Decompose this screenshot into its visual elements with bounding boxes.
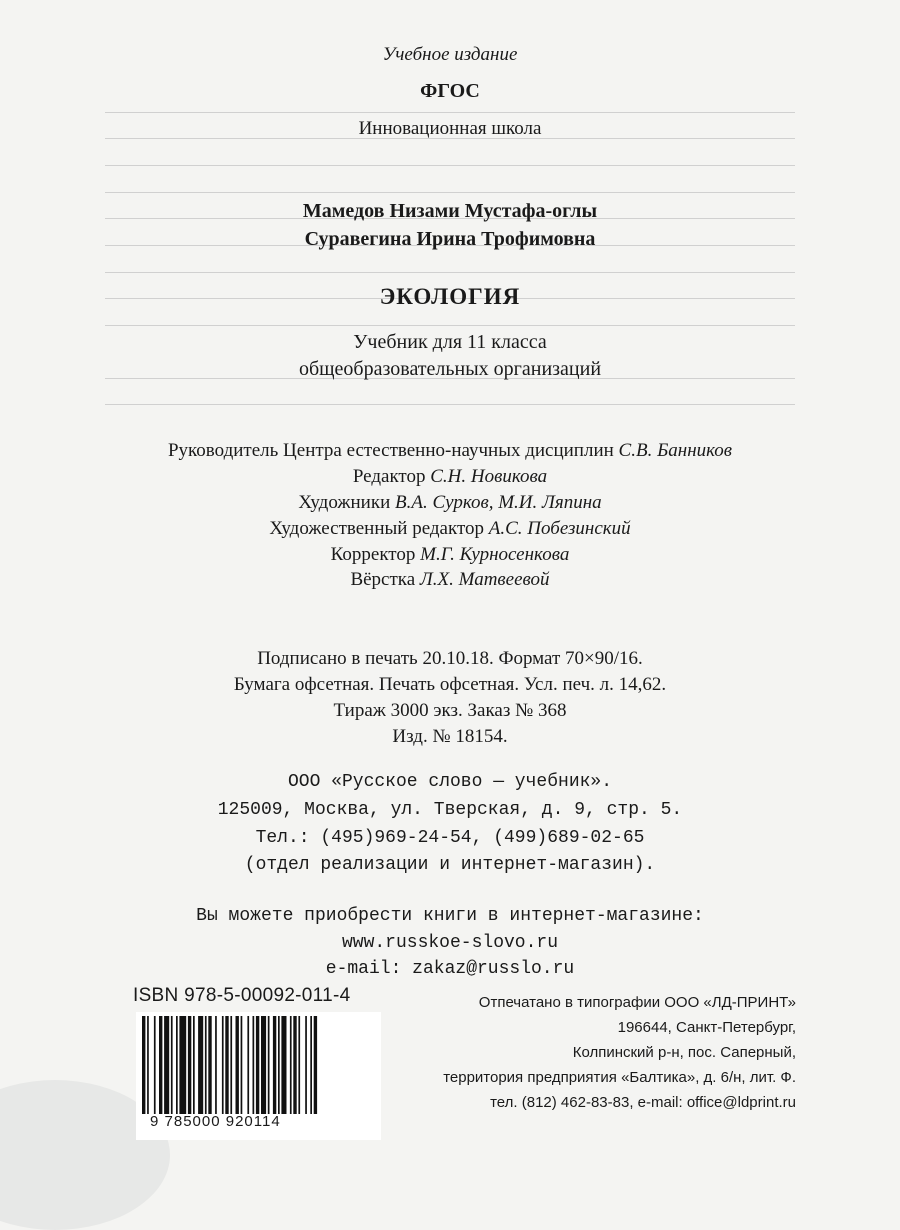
credit-line bbox=[0, 492, 900, 514]
barcode-bar bbox=[305, 1016, 307, 1114]
shop-line: Вы можете приобрести книги в интернет-магазине: bbox=[196, 906, 704, 926]
publisher-line: ООО «Русское слово — учебник». bbox=[287, 772, 613, 792]
barcode-bar bbox=[225, 1016, 228, 1114]
credit-person: С.В. Банников bbox=[618, 440, 733, 461]
barcode-bar bbox=[310, 1016, 312, 1114]
credit-person: М.Г. Курносенкова bbox=[420, 544, 570, 565]
barcode-bar bbox=[222, 1016, 224, 1114]
barcode-bar bbox=[142, 1016, 145, 1114]
credit-person: В.А. Сурков, М.И. Ляпина bbox=[395, 492, 602, 513]
shop-url: www.russkoe-slovo.ru bbox=[341, 933, 559, 953]
printer-line: территория предприятия «Балтика», д. 6/н, лит. Ф. bbox=[443, 1069, 796, 1086]
barcode-bar bbox=[256, 1016, 259, 1114]
credit-person: А.С. Побезинский bbox=[488, 518, 631, 539]
barcode-bar bbox=[154, 1016, 156, 1114]
author-2: Суравегина Ирина Трофимовна bbox=[304, 228, 596, 250]
publisher-line: Тел.: (495)969-24-54, (499)689-02-65 bbox=[255, 828, 645, 848]
print-info-line: Бумага офсетная. Печать офсетная. Усл. печ. л. 14,62. bbox=[233, 674, 667, 695]
series-name: Инновационная школа bbox=[358, 118, 542, 139]
barcode-bar bbox=[293, 1016, 296, 1114]
printer-line: Колпинский р-н, пос. Саперный, bbox=[572, 1044, 796, 1061]
print-info-line: Тираж 3000 экз. Заказ № 368 bbox=[333, 700, 567, 721]
barcode-bar bbox=[179, 1016, 186, 1114]
credit-line bbox=[0, 569, 900, 591]
barcode-bar bbox=[281, 1016, 286, 1114]
barcode-bar bbox=[236, 1016, 239, 1114]
barcode-bar bbox=[314, 1016, 317, 1114]
book-subtitle-1: Учебник для 11 класса bbox=[353, 331, 547, 353]
barcode-bar bbox=[164, 1016, 169, 1114]
book-subtitle-2: общеобразовательных организаций bbox=[298, 358, 602, 380]
barcode-bar bbox=[205, 1016, 207, 1114]
credit-line bbox=[0, 466, 900, 488]
barcode-bar bbox=[188, 1016, 191, 1114]
barcode-bar bbox=[171, 1016, 173, 1114]
shop-email: e-mail: zakaz@russlo.ru bbox=[325, 959, 575, 979]
credit-role: Вёрстка bbox=[350, 569, 416, 590]
book-title: ЭКОЛОГИЯ bbox=[379, 284, 521, 309]
barcode-bar bbox=[198, 1016, 203, 1114]
credit-line bbox=[0, 440, 900, 462]
print-info-line: Подписано в печать 20.10.18. Формат 70×90/16. bbox=[257, 648, 643, 669]
barcode-bar bbox=[278, 1016, 280, 1114]
print-info-line: Изд. № 18154. bbox=[392, 726, 508, 747]
publisher-line: (отдел реализации и интернет-магазин). bbox=[244, 855, 656, 875]
series-note: Учебное издание bbox=[382, 44, 518, 65]
barcode-bar bbox=[159, 1016, 162, 1114]
barcode-bar bbox=[215, 1016, 217, 1114]
isbn-number: ISBN 978-5-00092-011-4 bbox=[133, 985, 351, 1006]
standard-label: ФГОС bbox=[420, 80, 480, 102]
barcode-bars bbox=[136, 1012, 381, 1116]
barcode-bar bbox=[247, 1016, 249, 1114]
barcode-digits: 9 785000 920114 bbox=[150, 1113, 281, 1130]
credit-line bbox=[0, 544, 900, 566]
credit-role: Корректор bbox=[330, 544, 416, 565]
credit-role: Руководитель Центра естественно-научных дисциплин bbox=[167, 440, 614, 461]
barcode-bar bbox=[273, 1016, 276, 1114]
publisher-line: 125009, Москва, ул. Тверская, д. 9, стр. 5. bbox=[217, 800, 683, 820]
barcode-bar bbox=[261, 1016, 266, 1114]
barcode-bar bbox=[268, 1016, 270, 1114]
credit-role: Художники bbox=[298, 492, 391, 513]
barcode-bar bbox=[147, 1016, 149, 1114]
barcode-bar bbox=[290, 1016, 292, 1114]
printer-line: 196644, Санкт-Петербург, bbox=[617, 1019, 796, 1036]
barcode-bar bbox=[193, 1016, 195, 1114]
barcode-bar bbox=[208, 1016, 211, 1114]
credit-person: С.Н. Новикова bbox=[430, 466, 548, 487]
author-1: Мамедов Низами Мустафа-оглы bbox=[302, 200, 598, 222]
printer-line: Отпечатано в типографии ООО «ЛД-ПРИНТ» bbox=[478, 994, 796, 1011]
barcode-bar bbox=[241, 1016, 243, 1114]
credit-role: Художественный редактор bbox=[269, 518, 485, 539]
credit-person: Л.Х. Матвеевой bbox=[419, 569, 550, 590]
printer-line: тел. (812) 462-83-83, e-mail: office@ldprint.ru bbox=[490, 1094, 796, 1111]
credit-role: Редактор bbox=[352, 466, 426, 487]
barcode-bar bbox=[298, 1016, 300, 1114]
barcode-bar bbox=[230, 1016, 232, 1114]
barcode-bar bbox=[176, 1016, 178, 1114]
barcode-bar bbox=[253, 1016, 255, 1114]
credit-line bbox=[0, 518, 900, 540]
